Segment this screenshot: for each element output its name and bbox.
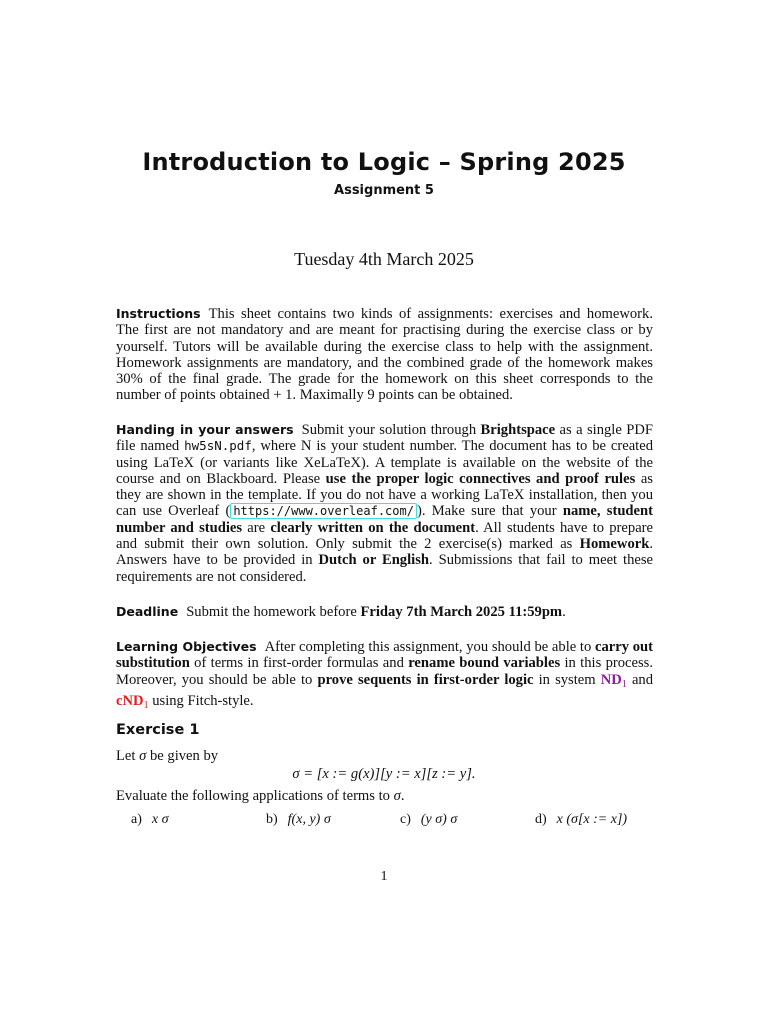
handing-text-1: Submit your solution through	[301, 422, 477, 438]
exercise-item-d: d) x (σ[x := x])	[535, 812, 628, 827]
exercise-item-c: c) (y σ) σ	[400, 812, 458, 827]
exercise-item-a: a) x σ	[131, 812, 169, 827]
overleaf-link[interactable]: https://www.overleaf.com/	[230, 503, 417, 519]
handing-text-8: . Answers have to be provided in	[116, 536, 653, 569]
cnd-system: cND$_1$	[116, 692, 149, 711]
handing-text-7: . All students have to prepare and submit their own solution. Only submit the 2 exercise(s) marked as	[116, 519, 654, 553]
page-number: 1	[380, 869, 388, 884]
substitution-emphasis: carry out substitution	[116, 639, 654, 672]
language-emphasis: Dutch or English	[318, 552, 430, 569]
assignment-date: Tuesday 4th March 2025	[294, 249, 474, 269]
objectives-text-2: of terms in first-order formulas and	[194, 655, 404, 672]
handing-text-3: , where N is your student number. The document has to be created using LaTeX (or variants like XeLaTeX). A template is available on the website of the course and on Blackboard. Please	[116, 438, 654, 487]
assignment-subtitle: Assignment 5	[334, 183, 434, 198]
clearly-written-emphasis: clearly written on the document	[270, 519, 476, 536]
page-title: Introduction to Logic – Spring 2025	[142, 148, 626, 176]
objectives-text-6: using Fitch-style.	[152, 692, 254, 709]
handing-text-2: as a single PDF file named	[116, 422, 653, 455]
rename-emphasis: rename bound variables	[408, 655, 561, 672]
objectives-text-5: and	[631, 671, 654, 688]
deadline-heading: Deadline	[116, 604, 179, 619]
exercise-1-task: Evaluate the following applications of terms to σ.	[116, 788, 405, 804]
instructions-paragraph	[116, 306, 653, 404]
brightspace-emphasis: Brightspace	[480, 422, 556, 438]
handing-text-5: ). Make sure that your	[416, 503, 557, 520]
homework-emphasis: Homework	[579, 536, 650, 553]
prove-sequents-emphasis: prove sequents in first-order logic	[317, 671, 534, 688]
handing-text-4: as they are shown in the template. If you do not have a working LaTeX installation, then you can use Overleaf (	[116, 470, 653, 520]
instructions-text: This sheet contains two kinds of assignments: exercises and homework. The first are not mandatory and are meant for practising during the exercise class or by yourself. Tutors will be available during the exercise class to help with the assignment. Homework assignments are mandatory, and the combined grade of the homework makes 30% of the final grade. The grade for the homework on this sheet corresponds to the number of points obtained + 1. Maximally 9 points can be obtained.	[116, 306, 653, 404]
name-emphasis: name, student number and studies	[116, 503, 654, 536]
handing-text-9: . Submissions that fail to meet these requirements are not considered.	[116, 552, 654, 585]
nd-system: $ND_1$	[600, 671, 627, 690]
connectives-emphasis: use the proper logic connectives and proof rules	[325, 470, 636, 487]
learning-objectives-paragraph	[116, 639, 653, 714]
objectives-text-1: After completing this assignment, you should be able to	[264, 639, 592, 655]
instructions-heading: Instructions	[116, 306, 201, 321]
deadline-end: .	[562, 604, 566, 620]
exercise-1-intro: Let σ be given by	[116, 748, 219, 764]
objectives-text-4: in system	[538, 671, 596, 688]
learning-objectives-heading: Learning Objectives	[116, 639, 257, 654]
exercise-1-heading: Exercise 1	[116, 722, 200, 738]
deadline-text: Submit the homework before	[186, 604, 357, 620]
exercise-item-b: b) f(x, y) σ	[266, 812, 331, 827]
substitution-formula: σ = [x := g(x)][y := x][z := y].	[292, 766, 476, 782]
deadline-date: Friday 7th March 2025 11:59pm	[360, 604, 563, 620]
deadline-paragraph	[116, 604, 653, 620]
filename: hw5sN.pdf	[184, 438, 252, 454]
handing-text-6: are	[247, 519, 266, 536]
handing-in-heading: Handing in your answers	[116, 422, 294, 437]
objectives-text-3: in this process. Moreover, you should be able to	[116, 655, 654, 688]
handing-in-paragraph	[116, 422, 653, 585]
